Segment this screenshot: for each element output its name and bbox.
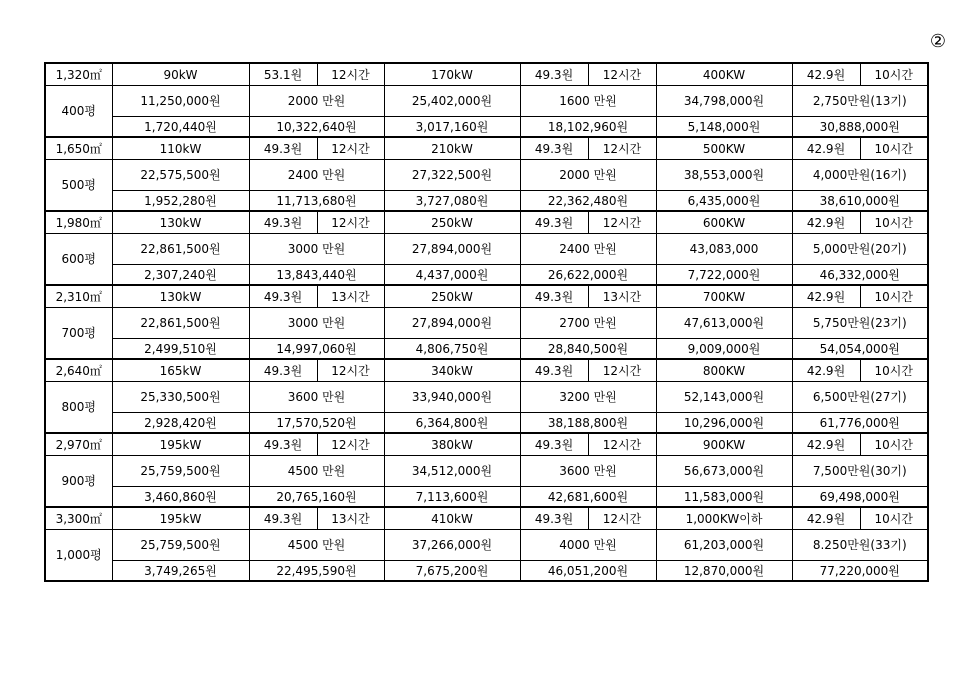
rate-cell: 49.3원	[520, 433, 588, 456]
kw-cell: 600KW	[656, 211, 792, 234]
annual-value-cell: 7,113,600원	[384, 487, 520, 508]
cost-cell: 27,894,000원	[384, 308, 520, 339]
cost-cell: 25,402,000원	[384, 86, 520, 117]
annual-value-cell: 2,307,240원	[112, 265, 249, 286]
annual-value-cell: 12,870,000원	[656, 561, 792, 582]
pyeong-cell: 600평	[45, 234, 112, 286]
total-value-cell: 46,332,000원	[792, 265, 928, 286]
total-value-cell: 14,997,060원	[249, 339, 384, 360]
area-m2-cell: 2,310㎡	[45, 285, 112, 308]
hours-cell: 12시간	[317, 137, 384, 160]
table-row	[45, 382, 928, 413]
total-value-cell: 13,843,440원	[249, 265, 384, 286]
total-value-cell: 22,362,480원	[520, 191, 656, 212]
table-row	[45, 359, 928, 382]
cost-cell: 25,330,500원	[112, 382, 249, 413]
subsidy-cell: 6,500만원(27기)	[792, 382, 928, 413]
area-m2-cell: 2,970㎡	[45, 433, 112, 456]
kw-cell: 130kW	[112, 211, 249, 234]
hours-cell: 12시간	[588, 433, 656, 456]
annual-value-cell: 4,437,000원	[384, 265, 520, 286]
subsidy-cell: 3200 만원	[520, 382, 656, 413]
table-row	[45, 211, 928, 234]
total-value-cell: 26,622,000원	[520, 265, 656, 286]
power-cost-table	[44, 62, 929, 582]
total-value-cell: 46,051,200원	[520, 561, 656, 582]
hours-cell: 10시간	[860, 63, 928, 86]
annual-value-cell: 1,952,280원	[112, 191, 249, 212]
page-number-mark: ②	[929, 31, 947, 52]
hours-cell: 12시간	[588, 359, 656, 382]
cost-cell: 37,266,000원	[384, 530, 520, 561]
rate-cell: 49.3원	[249, 433, 317, 456]
kw-cell: 165kW	[112, 359, 249, 382]
kw-cell: 410kW	[384, 507, 520, 530]
annual-value-cell: 3,017,160원	[384, 117, 520, 138]
annual-value-cell: 11,583,000원	[656, 487, 792, 508]
kw-cell: 110kW	[112, 137, 249, 160]
total-value-cell: 10,322,640원	[249, 117, 384, 138]
subsidy-cell: 4500 만원	[249, 456, 384, 487]
hours-cell: 12시간	[588, 507, 656, 530]
kw-cell: 210kW	[384, 137, 520, 160]
hours-cell: 10시간	[860, 507, 928, 530]
annual-value-cell: 3,749,265원	[112, 561, 249, 582]
hours-cell: 10시간	[860, 137, 928, 160]
total-value-cell: 77,220,000원	[792, 561, 928, 582]
subsidy-cell: 3000 만원	[249, 308, 384, 339]
total-value-cell: 42,681,600원	[520, 487, 656, 508]
rate-cell: 42.9원	[792, 433, 860, 456]
cost-cell: 25,759,500원	[112, 456, 249, 487]
table-row	[45, 456, 928, 487]
hours-cell: 10시간	[860, 211, 928, 234]
subsidy-cell: 4000 만원	[520, 530, 656, 561]
rate-cell: 49.3원	[249, 359, 317, 382]
rate-cell: 49.3원	[520, 359, 588, 382]
kw-cell: 130kW	[112, 285, 249, 308]
cost-cell: 27,322,500원	[384, 160, 520, 191]
total-value-cell: 30,888,000원	[792, 117, 928, 138]
area-m2-cell: 2,640㎡	[45, 359, 112, 382]
table-row	[45, 63, 928, 86]
rate-cell: 42.9원	[792, 63, 860, 86]
subsidy-cell: 2700 만원	[520, 308, 656, 339]
area-m2-cell: 3,300㎡	[45, 507, 112, 530]
cost-cell: 38,553,000원	[656, 160, 792, 191]
cost-cell: 56,673,000원	[656, 456, 792, 487]
total-value-cell: 28,840,500원	[520, 339, 656, 360]
rate-cell: 49.3원	[249, 507, 317, 530]
cost-cell: 34,512,000원	[384, 456, 520, 487]
total-value-cell: 69,498,000원	[792, 487, 928, 508]
total-value-cell: 61,776,000원	[792, 413, 928, 434]
hours-cell: 10시간	[860, 285, 928, 308]
kw-cell: 250kW	[384, 285, 520, 308]
table-row	[45, 530, 928, 561]
hours-cell: 10시간	[860, 433, 928, 456]
pyeong-cell: 500평	[45, 160, 112, 212]
table-row	[45, 433, 928, 456]
hours-cell: 12시간	[588, 137, 656, 160]
rate-cell: 49.3원	[520, 63, 588, 86]
hours-cell: 13시간	[317, 285, 384, 308]
pyeong-cell: 1,000평	[45, 530, 112, 582]
total-value-cell: 18,102,960원	[520, 117, 656, 138]
kw-cell: 170kW	[384, 63, 520, 86]
kw-cell: 195kW	[112, 433, 249, 456]
table-row	[45, 507, 928, 530]
kw-cell: 400KW	[656, 63, 792, 86]
kw-cell: 195kW	[112, 507, 249, 530]
hours-cell: 10시간	[860, 359, 928, 382]
cost-cell: 52,143,000원	[656, 382, 792, 413]
table-row	[45, 265, 928, 286]
annual-value-cell: 7,675,200원	[384, 561, 520, 582]
annual-value-cell: 5,148,000원	[656, 117, 792, 138]
total-value-cell: 22,495,590원	[249, 561, 384, 582]
annual-value-cell: 2,928,420원	[112, 413, 249, 434]
rate-cell: 49.3원	[520, 285, 588, 308]
hours-cell: 12시간	[317, 433, 384, 456]
total-value-cell: 54,054,000원	[792, 339, 928, 360]
annual-value-cell: 3,460,860원	[112, 487, 249, 508]
cost-cell: 61,203,000원	[656, 530, 792, 561]
kw-cell: 800KW	[656, 359, 792, 382]
subsidy-cell: 3600 만원	[249, 382, 384, 413]
annual-value-cell: 1,720,440원	[112, 117, 249, 138]
subsidy-cell: 2000 만원	[249, 86, 384, 117]
kw-cell: 900KW	[656, 433, 792, 456]
subsidy-cell: 5,000만원(20기)	[792, 234, 928, 265]
rate-cell: 49.3원	[520, 211, 588, 234]
rate-cell: 42.9원	[792, 137, 860, 160]
rate-cell: 42.9원	[792, 507, 860, 530]
kw-cell: 1,000KW이하	[656, 507, 792, 530]
cost-cell: 34,798,000원	[656, 86, 792, 117]
subsidy-cell: 2400 만원	[520, 234, 656, 265]
annual-value-cell: 7,722,000원	[656, 265, 792, 286]
cost-cell: 25,759,500원	[112, 530, 249, 561]
subsidy-cell: 2,750만원(13기)	[792, 86, 928, 117]
pyeong-cell: 700평	[45, 308, 112, 360]
table-row	[45, 285, 928, 308]
total-value-cell: 20,765,160원	[249, 487, 384, 508]
table-row	[45, 339, 928, 360]
hours-cell: 13시간	[317, 507, 384, 530]
cost-cell: 22,861,500원	[112, 234, 249, 265]
kw-cell: 340kW	[384, 359, 520, 382]
pyeong-cell: 800평	[45, 382, 112, 434]
subsidy-cell: 4,000만원(16기)	[792, 160, 928, 191]
table-row	[45, 308, 928, 339]
pyeong-cell: 400평	[45, 86, 112, 138]
area-m2-cell: 1,980㎡	[45, 211, 112, 234]
subsidy-cell: 5,750만원(23기)	[792, 308, 928, 339]
rate-cell: 49.3원	[520, 137, 588, 160]
area-m2-cell: 1,320㎡	[45, 63, 112, 86]
table-row	[45, 191, 928, 212]
cost-cell: 22,575,500원	[112, 160, 249, 191]
cost-cell: 33,940,000원	[384, 382, 520, 413]
kw-cell: 90kW	[112, 63, 249, 86]
total-value-cell: 11,713,680원	[249, 191, 384, 212]
subsidy-cell: 8.250만원(33기)	[792, 530, 928, 561]
hours-cell: 12시간	[317, 211, 384, 234]
rate-cell: 42.9원	[792, 211, 860, 234]
pyeong-cell: 900평	[45, 456, 112, 508]
rate-cell: 42.9원	[792, 359, 860, 382]
annual-value-cell: 3,727,080원	[384, 191, 520, 212]
kw-cell: 500KW	[656, 137, 792, 160]
hours-cell: 12시간	[317, 359, 384, 382]
subsidy-cell: 2400 만원	[249, 160, 384, 191]
annual-value-cell: 4,806,750원	[384, 339, 520, 360]
cost-cell: 11,250,000원	[112, 86, 249, 117]
rate-cell: 42.9원	[792, 285, 860, 308]
table-row	[45, 117, 928, 138]
table-row	[45, 137, 928, 160]
kw-cell: 250kW	[384, 211, 520, 234]
table-row	[45, 86, 928, 117]
subsidy-cell: 4500 만원	[249, 530, 384, 561]
hours-cell: 12시간	[588, 211, 656, 234]
table-row	[45, 160, 928, 191]
rate-cell: 53.1원	[249, 63, 317, 86]
total-value-cell: 38,188,800원	[520, 413, 656, 434]
annual-value-cell: 10,296,000원	[656, 413, 792, 434]
subsidy-cell: 3600 만원	[520, 456, 656, 487]
annual-value-cell: 6,364,800원	[384, 413, 520, 434]
hours-cell: 12시간	[588, 63, 656, 86]
kw-cell: 700KW	[656, 285, 792, 308]
annual-value-cell: 9,009,000원	[656, 339, 792, 360]
table-row	[45, 413, 928, 434]
hours-cell: 13시간	[588, 285, 656, 308]
area-m2-cell: 1,650㎡	[45, 137, 112, 160]
cost-cell: 27,894,000원	[384, 234, 520, 265]
total-value-cell: 17,570,520원	[249, 413, 384, 434]
annual-value-cell: 2,499,510원	[112, 339, 249, 360]
subsidy-cell: 1600 만원	[520, 86, 656, 117]
table-row	[45, 561, 928, 582]
rate-cell: 49.3원	[249, 211, 317, 234]
cost-cell: 47,613,000원	[656, 308, 792, 339]
hours-cell: 12시간	[317, 63, 384, 86]
table-row	[45, 234, 928, 265]
cost-cell: 43,083,000	[656, 234, 792, 265]
annual-value-cell: 6,435,000원	[656, 191, 792, 212]
total-value-cell: 38,610,000원	[792, 191, 928, 212]
subsidy-cell: 7,500만원(30기)	[792, 456, 928, 487]
subsidy-cell: 3000 만원	[249, 234, 384, 265]
kw-cell: 380kW	[384, 433, 520, 456]
rate-cell: 49.3원	[520, 507, 588, 530]
subsidy-cell: 2000 만원	[520, 160, 656, 191]
cost-cell: 22,861,500원	[112, 308, 249, 339]
table-row	[45, 487, 928, 508]
rate-cell: 49.3원	[249, 285, 317, 308]
rate-cell: 49.3원	[249, 137, 317, 160]
